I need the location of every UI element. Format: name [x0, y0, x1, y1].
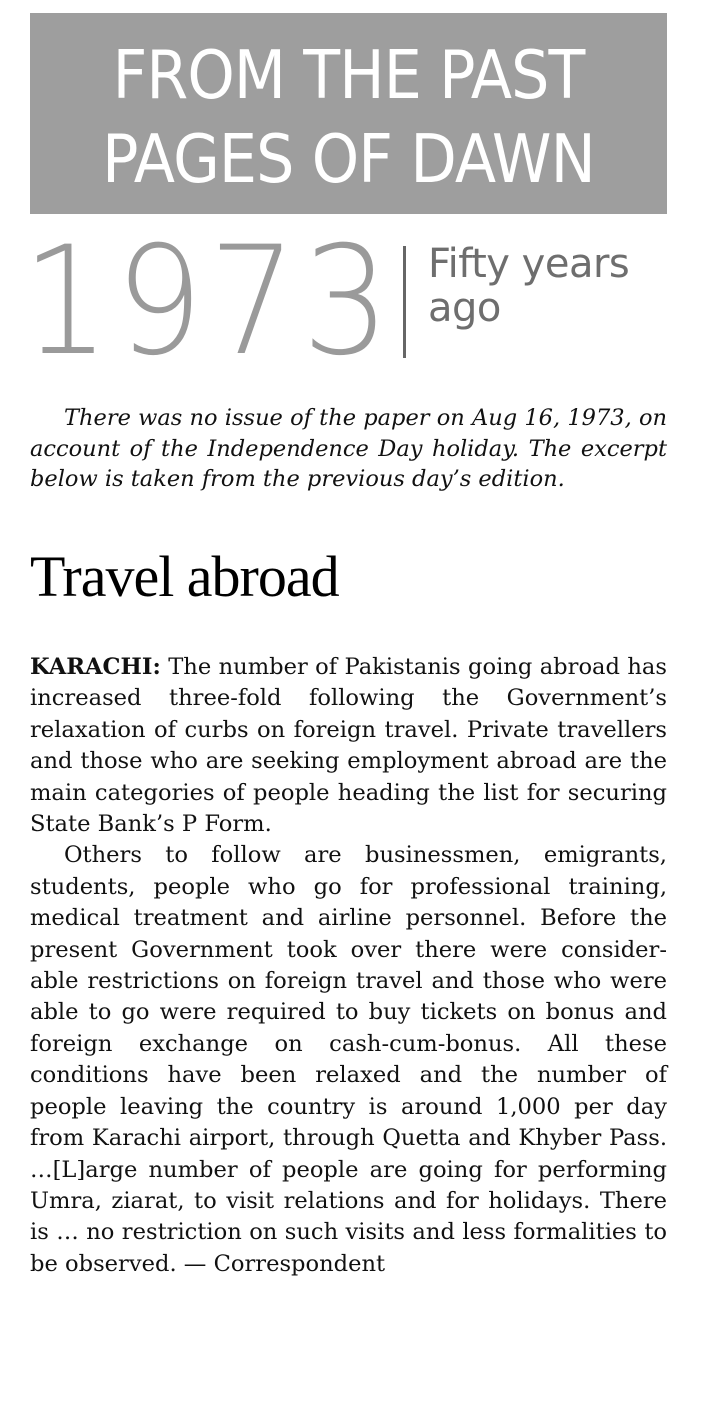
year-number: 1973: [22, 215, 396, 389]
years-ago-caption: [428, 242, 629, 330]
article-headline: Travel abroad: [30, 544, 339, 609]
masthead-title-line-2: PAGES OF DAWN: [102, 120, 595, 198]
editor-note: There was no issue of the paper on Aug 16, 1973, on account of the Independence Day holiday. The excerpt below is taken from the previous day’s edition.: [30, 405, 667, 493]
dateline-separator: :: [152, 654, 161, 680]
year-banner: [0, 215, 703, 389]
years-ago-caption-line-1: Fifty years: [428, 241, 630, 287]
years-ago-caption-line-2: ago: [428, 285, 501, 331]
vertical-divider: [403, 246, 406, 358]
masthead-banner: [30, 13, 667, 214]
masthead-title-line-1: FROM THE PAST: [112, 36, 585, 114]
dateline: KARACHI: [30, 654, 153, 680]
article-paragraph-1: [30, 652, 667, 840]
article-paragraph-2: Others to follow are businessmen, emigrants, students, people who go for professional training, medical treatment and airline personnel. Before the present Government took over there were considerable restrictions on foreign travel and those who were able to go were required to buy tickets on bonus and foreign exchange on cash-cum-bonus. All these conditions have been relaxed and the number of people leaving the country is around 1,000 per day from Karachi airport, through Quetta and Khyber Pass. …[L]arge number of people are going for performing Umra, ziarat, to visit relations and for holidays. There is … no restriction on such visits and less formalities to be observed. — Correspondent: [30, 842, 667, 1277]
article-body: [30, 652, 667, 1280]
paragraph-1-text: The number of Pakistanis going abroad has increased three-fold following the Government’s relaxation of curbs on foreign travel. Private travellers and those who are seeking employment abroad are the main categories of people heading the list for securing State Bank’s P Form.: [30, 654, 667, 838]
